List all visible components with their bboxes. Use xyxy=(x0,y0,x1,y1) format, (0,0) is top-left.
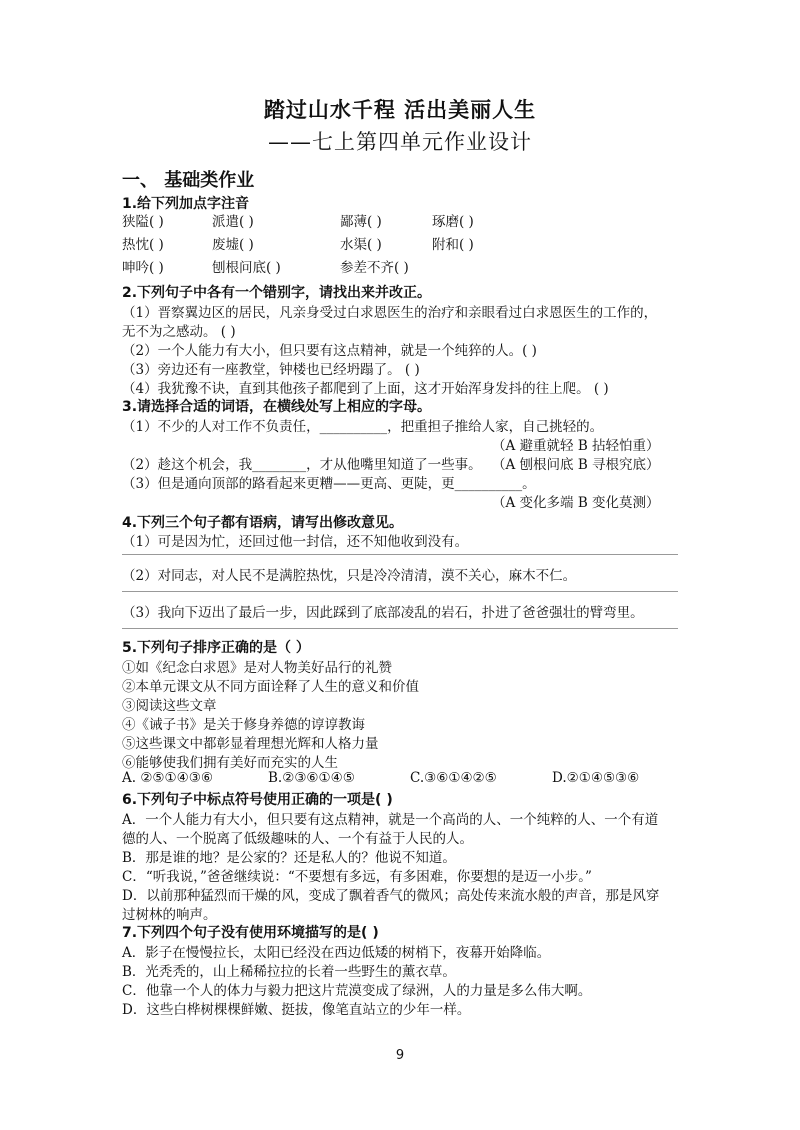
sentence-item: ⑥能够使我们拥有美好而充实的人生 xyxy=(122,755,338,771)
question-7-heading: 7.下列四个句子没有使用环境描写的是( ) xyxy=(122,925,379,941)
question-line: （4）我犹豫不诀，直到其他孩子都爬到了上面，这才开始浑身发抖的往上爬。 ( ) xyxy=(122,381,609,397)
question-line: （3）旁边还有一座教堂，钟楼也已经坍蹋了。 ( ) xyxy=(122,362,420,378)
pinyin-item: 呻吟( ) xyxy=(122,260,164,276)
question-line: 无不为之感动。 ( ) xyxy=(122,324,236,340)
page-number: 9 xyxy=(395,1048,405,1063)
question-3-heading: 3.请选择合适的词语，在横线处写上相应的字母。 xyxy=(122,399,432,415)
choice-d: D.②①④⑤③⑥ xyxy=(552,770,640,786)
page-title: 踏过山水千程 活出美丽人生 xyxy=(263,98,537,122)
choice-b: B.②③⑥①④⑤ xyxy=(268,770,355,786)
question-line: A．影子在慢慢拉长，太阳已经没在西边低矮的树梢下，夜幕开始降临。 xyxy=(122,945,551,961)
pinyin-item: 琢磨( ) xyxy=(432,214,474,230)
question-line: B．光秃秃的，山上稀稀拉拉的长着一些野生的薰衣草。 xyxy=(122,964,456,980)
sentence-item: ②本单元课文从不同方面诠释了人生的意义和价值 xyxy=(122,679,419,695)
question-line: A．一个人能力有大小，但只要有这点精神，就是一个高尚的人、一个纯粹的人、一个有道 xyxy=(122,812,659,828)
pinyin-item: 参差不齐( ) xyxy=(340,260,409,276)
question-line: D．以前那种猛烈而干燥的风，变成了飘着香气的微风；高处传来流水般的声音，那是风穿 xyxy=(122,888,660,904)
sentence-item: ③阅读这些文章 xyxy=(122,698,217,714)
pinyin-item: 热忱( ) xyxy=(122,237,164,253)
answer-line xyxy=(122,628,678,629)
question-line: D．这些白桦树棵棵鲜嫩、挺拔，像笔直站立的少年一样。 xyxy=(122,1002,471,1018)
pinyin-item: 鄙薄( ) xyxy=(340,214,382,230)
question-2-heading: 2.下列句子中各有一个错别字，请找出来并改正。 xyxy=(122,285,432,301)
pinyin-item: 废墟( ) xyxy=(212,237,254,253)
question-line: 过树林的响声。 xyxy=(122,907,217,923)
pinyin-item: 派遣( ) xyxy=(212,214,254,230)
question-5-heading: 5.下列句子排序正确的是（ ） xyxy=(122,640,310,656)
question-6-heading: 6.下列句子中标点符号使用正确的一项是( ) xyxy=(122,792,393,808)
question-line: B．那是谁的地？是公家的？还是私人的？他说不知道。 xyxy=(122,850,456,866)
question-line: （3）但是通向顶部的路看起来更糟——更高、更陡，更__________。 xyxy=(122,476,536,492)
sentence-item: ④《诫子书》是关于修身养德的谆谆教诲 xyxy=(122,717,365,733)
pinyin-item: 刨根问底( ) xyxy=(212,260,281,276)
question-line: （1）晋察翼边区的居民，凡亲身受过白求恩医生的治疗和亲眼看过白求恩医生的工作的， xyxy=(122,305,658,321)
question-line: 德的人、一个脱离了低级趣味的人、一个有益于人民的人。 xyxy=(122,831,473,847)
answer-options: （A 变化多端 B 变化莫测） xyxy=(492,495,660,511)
sentence-item: ⑤这些课文中都彰显着理想光辉和人格力量 xyxy=(122,736,379,752)
pinyin-item: 水渠( ) xyxy=(340,237,382,253)
answer-options: （A 刨根问底 B 寻根究底） xyxy=(492,457,660,473)
question-line: （2）趁这个机会，我________，才从他嘴里知道了一些事。 xyxy=(122,457,482,473)
answer-line xyxy=(122,554,678,555)
question-line: C．他靠一个人的体力与毅力把这片荒漠变成了绿洲，人的力量是多么伟大啊。 xyxy=(122,983,592,999)
question-line: （1）可是因为忙，还回过他一封信，还不知他收到没有。 xyxy=(122,534,469,550)
question-line: （3）我向下迈出了最后一步，因此踩到了底部凌乱的岩石，扑进了爸爸强壮的臂弯里。 xyxy=(122,605,644,621)
question-line: C．“听我说，”爸爸继续说：“不要想有多远，有多困难，你要想的是迈一小步。” xyxy=(122,869,592,885)
page-subtitle: ——七上第四单元作业设计 xyxy=(268,130,532,154)
question-1-heading: 1.给下列加点字注音 xyxy=(122,196,250,212)
choice-a: A. ②⑤①④③⑥ xyxy=(122,770,213,786)
choice-c: C.③⑥①④②⑤ xyxy=(410,770,497,786)
question-line: （2）对同志，对人民不是满腔热忱，只是冷冷清清，漠不关心，麻木不仁。 xyxy=(122,568,577,584)
question-4-heading: 4.下列三个句子都有语病，请写出修改意见。 xyxy=(122,515,404,531)
pinyin-item: 附和( ) xyxy=(432,237,474,253)
section-heading: 一、 基础类作业 xyxy=(122,170,255,191)
answer-line xyxy=(122,591,678,592)
sentence-item: ①如《纪念白求恩》是对人物美好品行的礼赞 xyxy=(122,660,392,676)
pinyin-item: 狭隘( ) xyxy=(122,214,164,230)
question-line: （2）一个人能力有大小，但只要有这点精神，就是一个纯猝的人。( ) xyxy=(122,343,537,359)
question-line: （1）不少的人对工作不负责任，__________，把重担子推给人家，自己挑轻的。 xyxy=(122,419,604,435)
answer-options: （A 避重就轻 B 拈轻怕重） xyxy=(492,438,660,454)
